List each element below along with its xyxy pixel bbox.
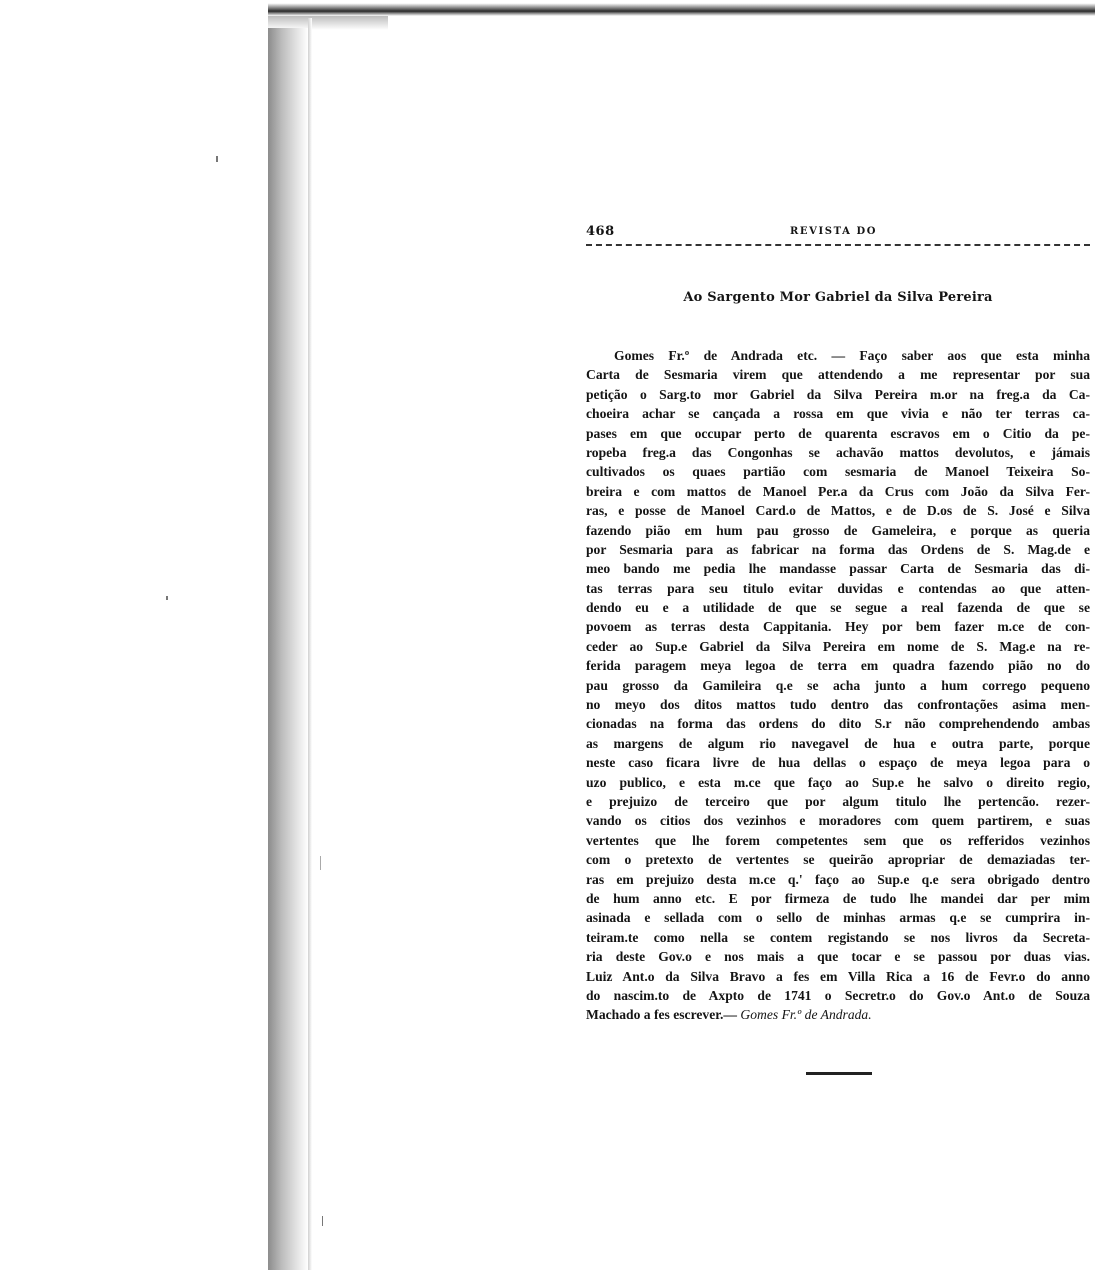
body-line: com o pretexto de vertentes se queirão apropriar de demaziadas ter- — [586, 852, 1090, 868]
body-line: ria deste Gov.o e nos mais a que tocar e se passou por duas vias. — [586, 949, 1090, 965]
closing-line — [586, 1005, 1090, 1024]
body-line: pau grosso da Gamileira q.e se acha junto a hum corrego pequeno — [586, 677, 1090, 693]
body-line: vertentes que lhe forem competentes sem que os refferidos vezinhos — [586, 832, 1090, 848]
body-line: teiram.te como nella se contem registando se nos livros da Secreta- — [586, 929, 1090, 945]
body-line: cultivados os quaes partião com sesmaria de Manoel Teixeira So- — [586, 464, 1090, 480]
body-line: por Sesmaria para as fabricar na forma das Ordens de S. Mag.de e — [586, 541, 1090, 557]
body-line: meo bando me pedia lhe mandasse passar Carta de Sesmaria das di- — [586, 561, 1090, 577]
end-rule — [806, 1072, 872, 1075]
body-line: as margens de algum rio navegavel de hua e outra parte, porque — [586, 735, 1090, 751]
journal-title: REVISTA DO — [790, 226, 878, 237]
body-line: uzo publico, e esta m.ce que faço ao Sup.e he salvo o direito regio, — [586, 774, 1090, 790]
body-line: choeira achar se cançada a rossa em que vivia e não ter terras ca- — [586, 406, 1090, 422]
body-line: tas terras para seu titulo evitar duvidas e contendas ao que atten- — [586, 580, 1090, 596]
scan-speck — [320, 856, 321, 870]
body-line: pases em que occupar perto de quarenta escravos em o Citio da pe- — [586, 425, 1090, 441]
body-line: ropeba freg.a das Congonhas se achavão mattos devolutos, e jámais — [586, 444, 1090, 460]
running-header — [586, 224, 1090, 242]
scan-speck — [216, 156, 218, 162]
body-line: povoem as terras desta Cappitania. Hey por bem fazer m.ce de con- — [586, 619, 1090, 635]
scan-left-edge-shadow — [268, 28, 308, 1270]
document-body — [586, 346, 1090, 1025]
scan-speck — [166, 596, 168, 600]
scan-gutter-line — [308, 18, 312, 1270]
page-number: 468 — [586, 224, 615, 239]
body-line: no meyo dos ditos mattos tudo dentro das confrontações asima men- — [586, 697, 1090, 713]
body-line: asinada e sellada com o sello de minhas armas q.e se cumprira in- — [586, 910, 1090, 926]
body-line: vando os citios dos vezinhos e moradores com quem partirem, e suas — [586, 813, 1090, 829]
body-line: petição o Sarg.to mor Gabriel da Silva Pereira m.or na freg.a da Ca- — [586, 386, 1090, 402]
body-line: ferida paragem meya legoa de terra em quadra fazendo pião no do — [586, 658, 1090, 674]
body-line: cionadas na forma das ordens do dito S.r não comprehendendo ambas — [586, 716, 1090, 732]
body-line: dendo eu e a utilidade de que se segue a real fazenda de que se — [586, 600, 1090, 616]
body-line: e prejuizo de terceiro que por algum titulo lhe pertencão. rezer- — [586, 793, 1090, 809]
closing-text: Machado a fes escrever.— — [586, 1007, 738, 1023]
body-line: do nascim.to de Axpto de 1741 o Secretr.o do Gov.o Ant.o de Souza — [586, 987, 1090, 1003]
body-line: fazendo pião em hum pau grosso de Gameleira, e porque as queria — [586, 522, 1090, 538]
body-line: ras em prejuizo desta m.ce q.' faço ao Sup.e q.e sera obrigado dentro — [586, 871, 1090, 887]
body-line: neste caso ficara livre de hua dellas o espaço de meya legoa para o — [586, 755, 1090, 771]
body-line: Carta de Sesmaria virem que attendendo a me representar por sua — [586, 367, 1090, 383]
body-line: de hum anno etc. E por firmeza de tudo lhe mandei dar per mim — [586, 890, 1090, 906]
section-title: Ao Sargento Mor Gabriel da Silva Pereira — [683, 290, 993, 305]
body-line: Gomes Fr.º de Andrada etc. — Faço saber aos que esta minha — [614, 348, 1090, 363]
body-line: ceder ao Sup.e Gabriel da Silva Pereira em nome de S. Mag.e na re- — [586, 638, 1090, 654]
scan-top-edge — [268, 0, 1095, 16]
signature: Gomes Fr.º de Andrada. — [740, 1007, 872, 1023]
scan-speck — [322, 1216, 323, 1226]
body-line: Luiz Ant.o da Silva Bravo a fes em Villa Rica a 16 de Fevr.o do anno — [586, 968, 1090, 984]
body-line: breira e com mattos de Manoel Per.a da Crus com João da Silva Fer- — [586, 483, 1090, 499]
body-line: ras, e posse de Manoel Card.o de Mattos, e de D.os de S. José e Silva — [586, 503, 1090, 519]
header-rule — [586, 244, 1090, 246]
